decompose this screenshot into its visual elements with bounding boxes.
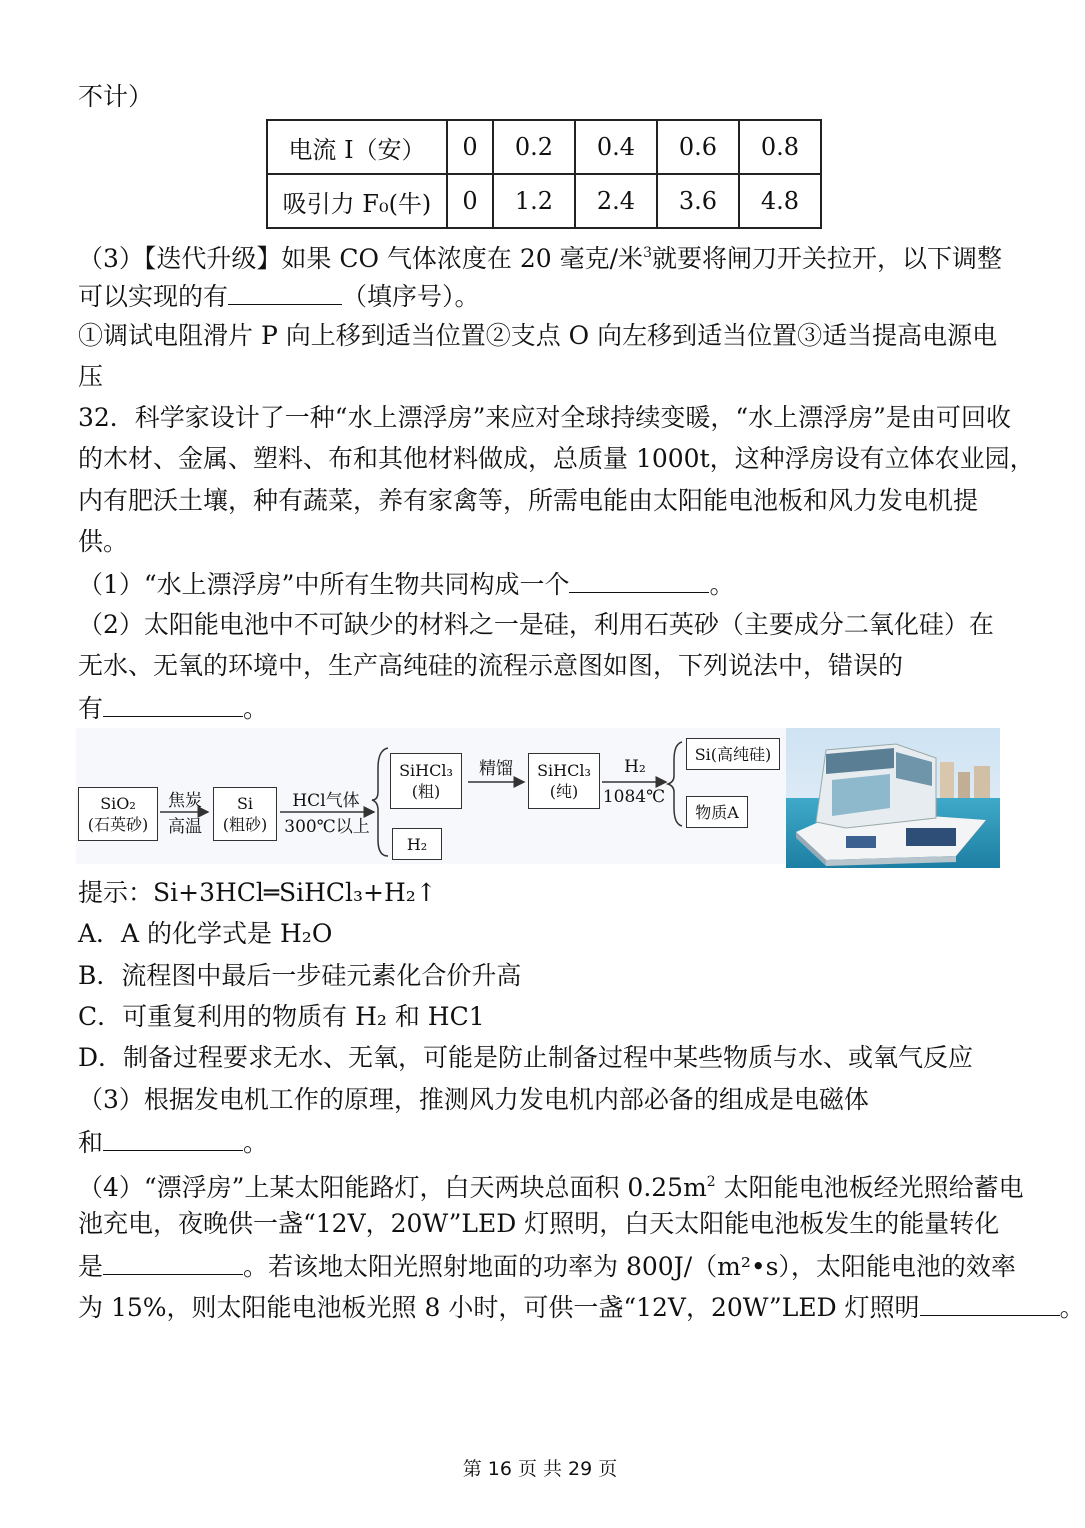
option-d: D．制备过程要求无水、无氧，可能是防止制备过程中某些物质与水、或氧气反应 — [78, 1043, 974, 1072]
question-32-4: （4）“漂浮房”上某太阳能路灯，白天两块总面积 $0.25m^2$ 太阳能电池板经光照给蓄电 — [78, 1173, 1024, 1202]
question-32-1: （1）“水上漂浮房”中所有生物共同构成一个 。 — [78, 566, 1008, 602]
sio2-box: SiO₂ (石英砂) — [78, 787, 158, 841]
arrow-label: 高温 — [168, 817, 202, 837]
arrow-label: 精馏 — [479, 759, 513, 779]
question-line: 可以实现的有 （填序号）。 — [78, 278, 1008, 314]
table-cell: 2.4 — [575, 174, 657, 228]
option-c: C．可重复利用的物质有 H₂ 和 HC1 — [78, 1002, 485, 1031]
answer-blank[interactable] — [228, 278, 342, 305]
answer-blank[interactable] — [103, 690, 243, 717]
table-cell: 1.2 — [493, 174, 575, 228]
question-32-2: 有 。 — [78, 690, 1008, 726]
answer-blank[interactable] — [569, 566, 709, 593]
table-cell: 4.8 — [739, 174, 821, 228]
table-cell: 0.8 — [739, 120, 821, 174]
arrow-label: 1084℃ — [602, 787, 666, 807]
hint: 提示：Si+3HCl═SiHCl₃+H₂↑ — [78, 878, 437, 907]
h2-box: H₂ — [392, 828, 442, 860]
sihcl3-crude-box: SiHCl₃ (粗) — [390, 753, 462, 809]
arrow-label: 300℃以上 — [284, 817, 370, 837]
si-crude-box: Si (粗砂) — [213, 787, 277, 841]
arrow-label: H₂ — [624, 757, 646, 777]
data-table — [266, 119, 822, 229]
table-cell: 3.6 — [657, 174, 739, 228]
question-32-stem: 32．科学家设计了一种“水上漂浮房”来应对全球持续变暖，“水上漂浮房”是由可回收 — [78, 403, 1011, 432]
si-high-purity-box: Si(高纯硅) — [686, 738, 780, 770]
brace-1 — [372, 748, 388, 856]
question-options: ①调试电阻滑片 P 向上移到适当位置②支点 O 向左移到适当位置③适当提高电源电 — [78, 321, 998, 350]
table-row — [267, 174, 821, 228]
question-32-4: 为 15%，则太阳能电池板光照 8 小时，可供一盏“12V，20W”LED 灯照明 。 — [78, 1289, 1008, 1325]
question-32-4: 是 。若该地太阳光照射地面的功率为 800J/（m²•s），太阳能电池的效率 — [78, 1248, 1008, 1284]
question-32-3: （3）根据发电机工作的原理，推测风力发电机内部必备的组成是电磁体 — [78, 1085, 869, 1114]
table-cell: 0.4 — [575, 120, 657, 174]
answer-blank[interactable] — [103, 1124, 243, 1151]
question-32-stem: 供。 — [78, 527, 129, 556]
option-b: B．流程图中最后一步硅元素化合价升高 — [78, 961, 522, 990]
table-cell: 0.6 — [657, 120, 739, 174]
floating-house-image — [786, 728, 1000, 868]
question-32-3: 和 。 — [78, 1124, 1008, 1160]
question-32-4: 池充电，夜晚供一盏“12V，20W”LED 灯照明，白天太阳能电池板发生的能量转化 — [78, 1209, 1000, 1238]
question-32-2: 无水、无氧的环境中，生产高纯硅的流程示意图如图，下列说法中，错误的 — [78, 651, 904, 680]
answer-blank[interactable] — [103, 1248, 243, 1275]
question-32-2: （2）太阳能电池中不可缺少的材料之一是硅，利用石英砂（主要成分二氧化硅）在 — [78, 610, 994, 639]
table-row — [267, 120, 821, 174]
text-line: 不计） — [78, 82, 154, 111]
table-header-current: 电流 I（安） — [267, 120, 447, 174]
table-header-force: 吸引力 F₀(牛) — [267, 174, 447, 228]
answer-blank[interactable] — [920, 1289, 1060, 1316]
table-cell: 0 — [447, 174, 493, 228]
arrow-label: HCl气体 — [292, 791, 360, 811]
table-cell: 0.2 — [493, 120, 575, 174]
question-32-stem: 的木材、金属、塑料、布和其他材料做成，总质量 1000t，这种浮房设有立体农业园， — [78, 444, 1035, 473]
silicon-flow-diagram — [76, 728, 786, 864]
brace-2 — [668, 742, 682, 826]
question-options: 压 — [78, 362, 104, 391]
table-cell: 0 — [447, 120, 493, 174]
option-a: A．A 的化学式是 H₂O — [78, 919, 333, 948]
arrow-label: 焦炭 — [168, 791, 202, 811]
question-32-stem: 内有肥沃土壤，种有蔬菜，养有家禽等，所需电能由太阳能电池板和风力发电机提 — [78, 486, 979, 515]
page-footer: 第 16 页 共 29 页 — [462, 1458, 618, 1480]
sihcl3-pure-box: SiHCl₃ (纯) — [528, 753, 600, 809]
substance-a-box: 物质A — [686, 796, 748, 828]
question-line: （3）【迭代升级】如果 CO 气体浓度在 20 毫克/米$^3$就要将闸刀开关拉开，以下调整 — [78, 244, 1002, 273]
